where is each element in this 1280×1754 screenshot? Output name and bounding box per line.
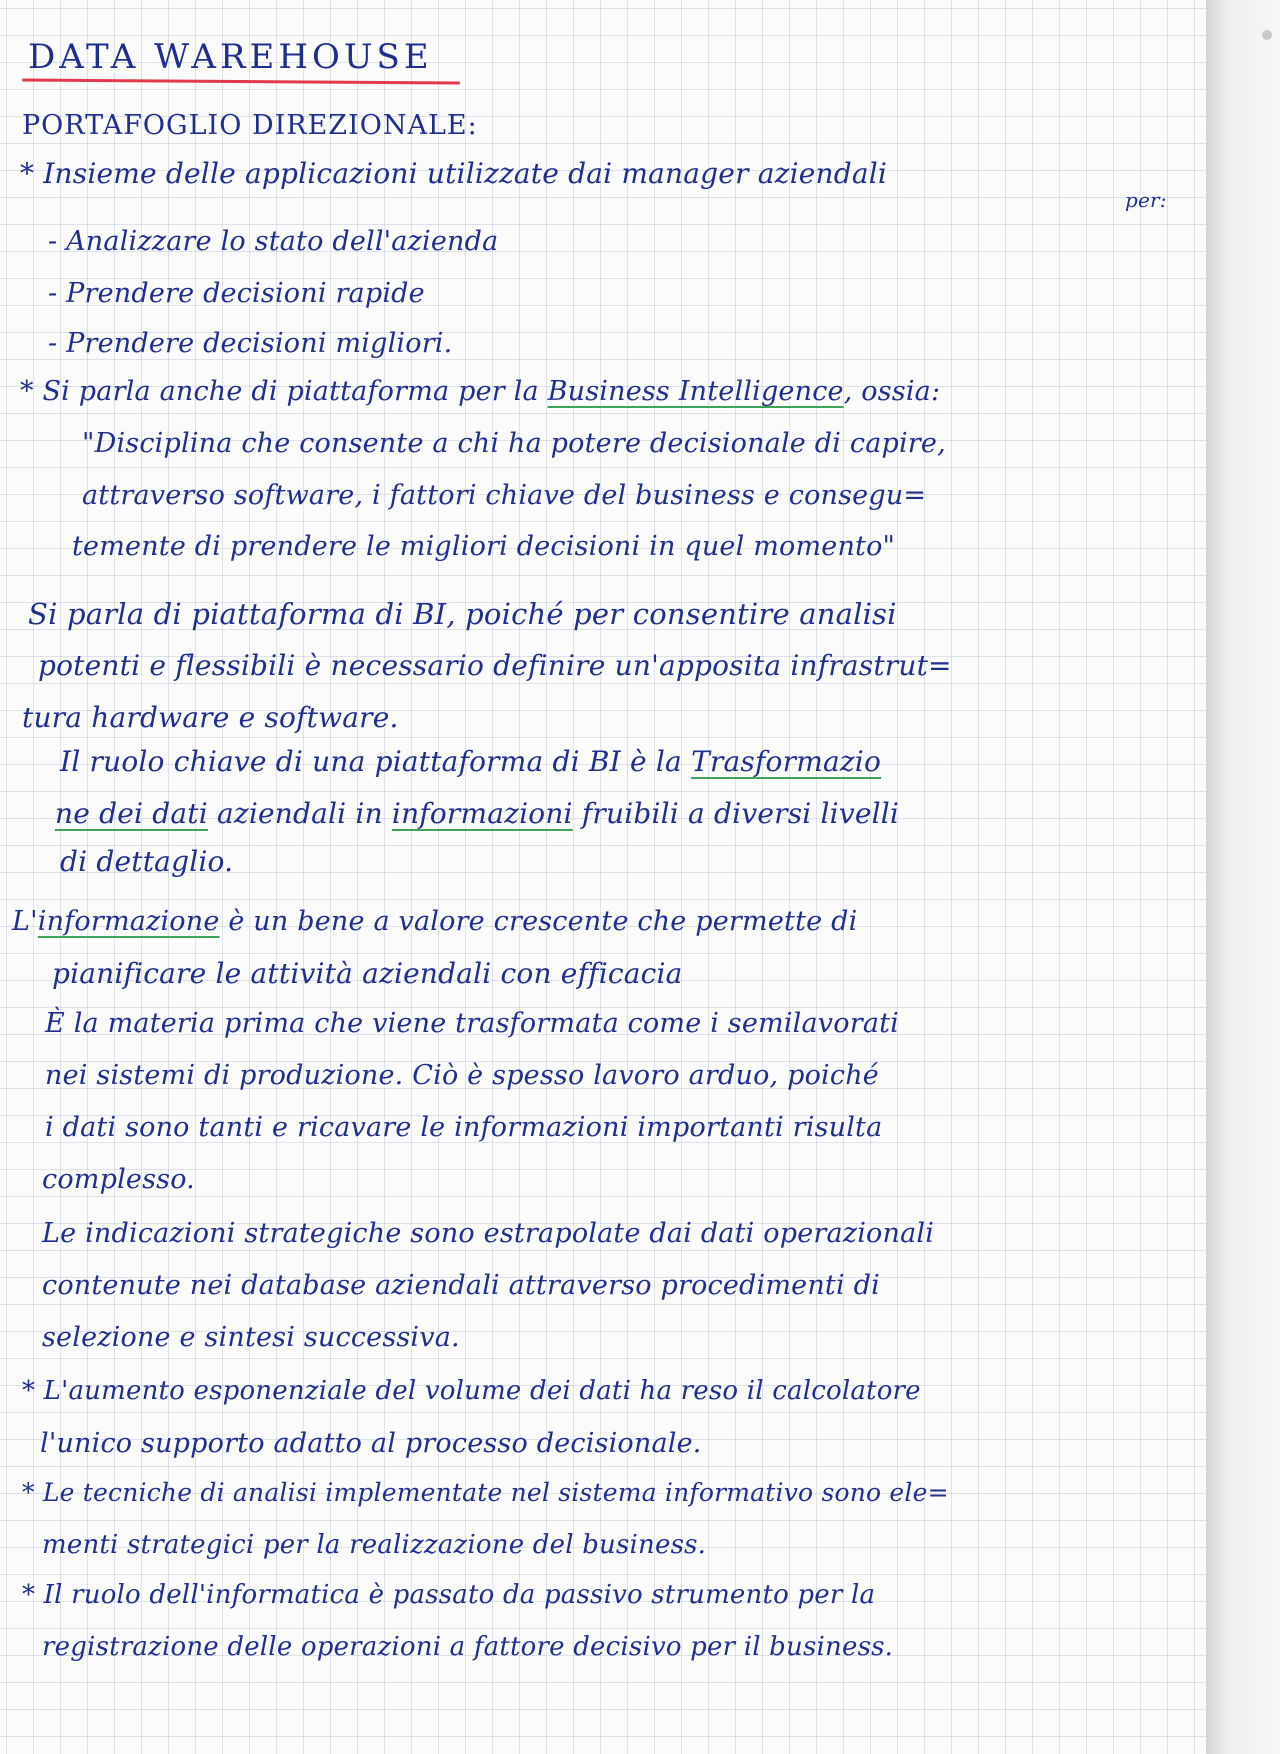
handwritten-line: i dati sono tanti e ricavare le informazioni importanti risulta	[45, 1112, 883, 1143]
section-heading: PORTAFOGLIO DIREZIONALE:	[22, 110, 478, 141]
handwritten-line: Le indicazioni strategiche sono estrapolate dai dati operazionali	[42, 1218, 935, 1249]
handwritten-line: registrazione delle operazioni a fattore decisivo per il business.	[42, 1632, 894, 1662]
handwritten-line: - Analizzare lo stato dell'azienda	[48, 226, 499, 257]
handwritten-line: complesso.	[42, 1164, 195, 1195]
handwritten-line: selezione e sintesi successiva.	[42, 1322, 460, 1353]
title-underline	[22, 78, 460, 84]
highlighted-term: Trasformazio	[691, 745, 881, 778]
handwritten-line: nei sistemi di produzione. Ciò è spesso lavoro arduo, poiché	[45, 1060, 879, 1091]
notebook-binding-edge	[1206, 0, 1280, 1754]
handwritten-line: tura hardware e software.	[22, 701, 399, 734]
highlighted-term: informazioni	[391, 797, 573, 830]
handwritten-line: menti strategici per la realizzazione del business.	[42, 1530, 707, 1560]
handwritten-line: ne dei dati aziendali in informazioni fruibili a diversi livelli	[55, 797, 900, 830]
handwritten-line: È la materia prima che viene trasformata come i semilavorati	[45, 1008, 900, 1039]
handwritten-line: temente di prendere le migliori decisioni in quel momento"	[72, 531, 896, 562]
handwritten-line: di dettaglio.	[60, 845, 234, 878]
handwritten-line: potenti e flessibili è necessario definire un'apposita infrastrut=	[38, 649, 952, 682]
handwritten-line: * Insieme delle applicazioni utilizzate dai manager aziendali	[20, 157, 888, 190]
handwritten-line: Si parla di piattaforma di BI, poiché per consentire analisi	[28, 597, 897, 631]
page-title: DATA WAREHOUSE	[28, 37, 433, 77]
handwritten-line: l'unico supporto adatto al processo decisionale.	[40, 1428, 702, 1459]
handwritten-line: - Prendere decisioni migliori.	[48, 328, 453, 359]
handwritten-line: "Disciplina che consente a chi ha potere decisionale di capire,	[82, 428, 946, 459]
handwritten-line: * Il ruolo dell'informatica è passato da passivo strumento per la	[22, 1580, 876, 1610]
handwritten-line: attraverso software, i fattori chiave del business e consegu=	[82, 480, 927, 511]
handwritten-line: Il ruolo chiave di una piattaforma di BI è la Trasformazio	[60, 745, 881, 778]
binding-hole	[1262, 30, 1272, 40]
handwritten-line: L'informazione è un bene a valore crescente che permette di	[12, 906, 858, 937]
handwritten-line: contenute nei database aziendali attraverso procedimenti di	[42, 1270, 880, 1301]
handwritten-line: * L'aumento esponenziale del volume dei dati ha reso il calcolatore	[22, 1376, 921, 1406]
handwritten-line: per:	[1125, 188, 1167, 212]
handwritten-line: - Prendere decisioni rapide	[48, 278, 425, 309]
highlighted-term: informazione	[37, 906, 220, 937]
highlighted-term: Business Intelligence	[547, 376, 844, 407]
handwritten-line: * Si parla anche di piattaforma per la Business Intelligence, ossia:	[20, 376, 941, 407]
handwritten-line: * Le tecniche di analisi implementate nel sistema informativo sono ele=	[22, 1478, 949, 1507]
highlighted-term: ne dei dati	[55, 797, 208, 830]
handwritten-line: pianificare le attività aziendali con efficacia	[52, 957, 683, 990]
